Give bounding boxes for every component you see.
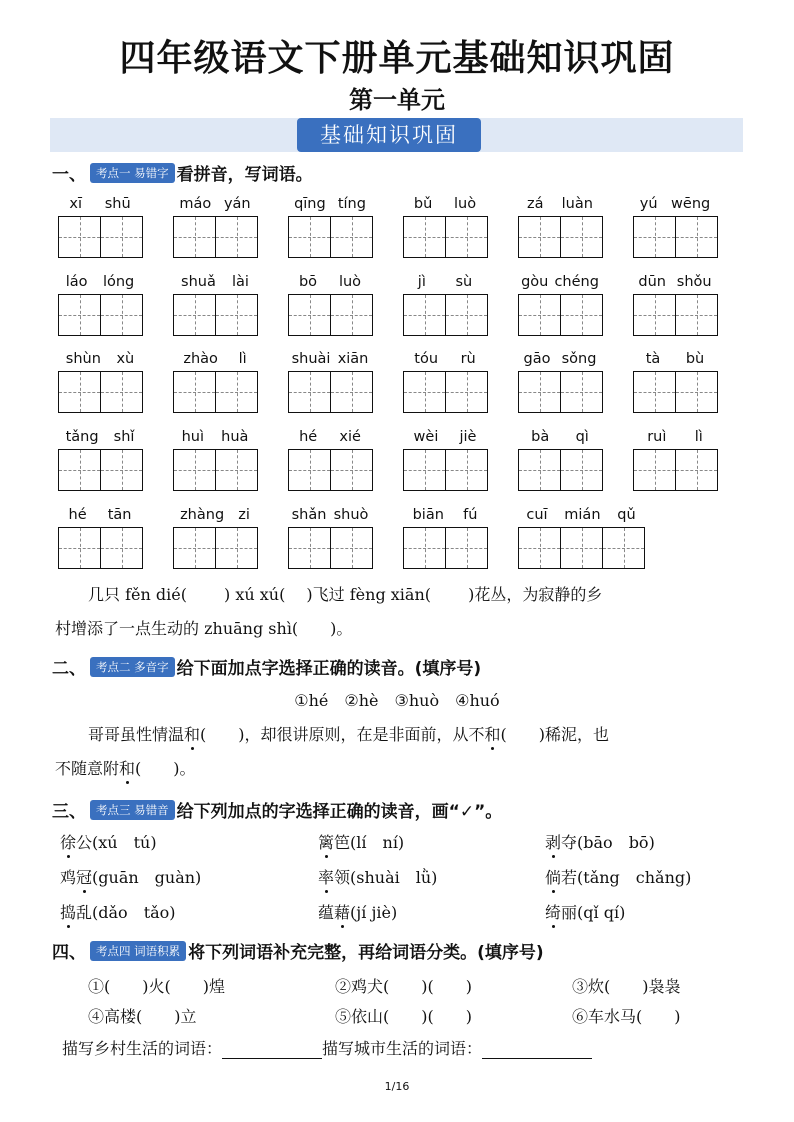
pinyin-syllable: gòu (521, 274, 549, 290)
dotted-char: 和 (484, 725, 501, 744)
pinyin-syllable: tān (107, 507, 132, 523)
writing-box[interactable] (560, 371, 603, 413)
pinyin-word (58, 274, 142, 344)
pinyin-syllable: cuī (526, 507, 548, 523)
pinyin-word (288, 274, 372, 344)
writing-box[interactable] (100, 449, 143, 491)
writing-box[interactable] (173, 294, 216, 336)
pinyin-syllable: xù (116, 351, 135, 367)
writing-box[interactable] (445, 449, 488, 491)
writing-boxes (633, 294, 717, 336)
topic-tag: 考点二 多音字 (90, 657, 175, 677)
word-char: 乱 (76, 903, 93, 922)
pinyin-syllable: láo (65, 274, 88, 290)
writing-box[interactable] (330, 449, 373, 491)
pinyin-syllable: tà (645, 351, 661, 367)
pinyin-syllable: chéng (554, 274, 599, 290)
pinyin-word (173, 196, 257, 266)
writing-box[interactable] (100, 216, 143, 258)
topic-tag: 考点一 易错字 (90, 163, 175, 183)
pronunciation-choice-item (60, 830, 157, 853)
pinyin-syllable: huà (221, 429, 249, 445)
writing-box[interactable] (330, 527, 373, 569)
pinyin-syllable: hé (68, 507, 87, 523)
pinyin-syllable: luò (454, 196, 477, 212)
rural-words-label: 描写乡村生活的词语： (62, 1039, 223, 1058)
writing-box[interactable] (445, 216, 488, 258)
pinyin-word (58, 429, 142, 499)
pinyin-word (633, 351, 717, 421)
pinyin-syllable: shǐ (113, 429, 135, 445)
pinyin-label (403, 429, 487, 449)
writing-boxes (403, 216, 487, 258)
writing-boxes (633, 449, 717, 491)
pinyin-syllable: qīng (294, 196, 326, 212)
pinyin-label (173, 196, 257, 216)
pinyin-label (288, 196, 372, 216)
pinyin-syllable: tóu (414, 351, 439, 367)
pinyin-word (633, 429, 717, 499)
writing-boxes (288, 371, 372, 413)
pinyin-options[interactable]: (lí ní) (350, 833, 405, 852)
question-4-heading (52, 938, 544, 963)
idiom-item: ①( )火( )煌 (88, 977, 225, 996)
question-text: 将下列词语补充完整，再给词语分类。(填序号) (188, 943, 544, 963)
pinyin-syllable: lài (231, 274, 249, 290)
pinyin-options[interactable]: (qǐ qí) (577, 903, 626, 922)
writing-boxes (173, 527, 257, 569)
writing-box[interactable] (518, 216, 561, 258)
pinyin-options[interactable]: (tǎng chǎng) (577, 868, 692, 887)
answer-blank[interactable] (222, 1058, 322, 1059)
pinyin-syllable: yán (223, 196, 251, 212)
pinyin-label (58, 196, 142, 216)
writing-box[interactable] (58, 449, 101, 491)
pinyin-label (403, 507, 487, 527)
pinyin-options[interactable]: (dǎo tǎo) (92, 903, 176, 922)
dotted-char: 和 (184, 725, 201, 744)
writing-box[interactable] (173, 449, 216, 491)
writing-box[interactable] (445, 294, 488, 336)
pinyin-word (518, 274, 602, 344)
writing-box[interactable] (288, 294, 331, 336)
writing-box[interactable] (58, 527, 101, 569)
writing-box[interactable] (173, 527, 216, 569)
answer-blank[interactable] (482, 1058, 592, 1059)
pronunciation-choice-item (545, 830, 655, 853)
word-char: 领 (334, 868, 351, 887)
pinyin-label (173, 274, 257, 294)
writing-boxes (288, 294, 372, 336)
page-title: 四年级语文下册单元基础知识巩固 (119, 38, 675, 79)
pinyin-syllable: shuài (291, 351, 331, 367)
writing-boxes (403, 371, 487, 413)
pinyin-label (288, 507, 372, 527)
writing-box[interactable] (445, 527, 488, 569)
writing-boxes (58, 371, 142, 413)
question-number: 一、 (52, 165, 86, 185)
writing-boxes (173, 449, 257, 491)
pinyin-syllable: hé (299, 429, 318, 445)
pinyin-syllable: bà (531, 429, 550, 445)
question-1-heading (52, 160, 313, 185)
pinyin-syllable: mián (564, 507, 601, 523)
writing-box[interactable] (100, 527, 143, 569)
writing-box[interactable] (403, 527, 446, 569)
pinyin-word (403, 274, 487, 344)
word-char: 公 (76, 833, 93, 852)
writing-box[interactable] (633, 449, 676, 491)
question-text: 看拼音，写词语。 (176, 165, 313, 185)
pinyin-label (58, 274, 142, 294)
writing-boxes (173, 294, 257, 336)
pinyin-word (518, 507, 644, 577)
q2-paragraph-line-2: 不随意附和( )。 (55, 759, 196, 778)
dotted-char: 剥 (545, 833, 562, 852)
q2-paragraph-line-1: 哥哥虽性情温和( )，却很讲原则，在是非面前，从不和( )稀泥，也 (88, 725, 610, 744)
dotted-char: 倘 (545, 868, 562, 887)
pinyin-label (403, 196, 487, 216)
topic-tag: 考点四 词语积累 (90, 941, 186, 961)
writing-box[interactable] (330, 294, 373, 336)
writing-boxes (173, 216, 257, 258)
writing-box[interactable] (330, 371, 373, 413)
q1-paragraph-line-1: 几只 fěn dié( ) xú xú( )飞过 fèng xiān( )花丛，为寂静的乡 (88, 585, 603, 604)
urban-words-label: 描写城市生活的词语： (322, 1039, 483, 1058)
pinyin-word (288, 507, 372, 577)
idiom-item: ④高楼( )立 (88, 1007, 197, 1026)
writing-box[interactable] (215, 294, 258, 336)
pinyin-syllable: yú (639, 196, 658, 212)
pronunciation-choice-item (318, 830, 404, 853)
pinyin-syllable: shǒu (676, 274, 712, 290)
writing-boxes (288, 449, 372, 491)
writing-box[interactable] (215, 371, 258, 413)
word-char: 蕴 (318, 903, 335, 922)
dotted-char: 绮 (545, 903, 562, 922)
pinyin-word (633, 274, 717, 344)
q2-paragraph (55, 718, 745, 786)
writing-box[interactable] (518, 294, 561, 336)
writing-boxes (58, 216, 142, 258)
writing-box[interactable] (58, 371, 101, 413)
pinyin-word (518, 351, 602, 421)
pinyin-syllable: zá (527, 196, 544, 212)
pinyin-label (58, 507, 142, 527)
pronunciation-choice-item (318, 865, 437, 888)
word-char: 笆 (334, 833, 351, 852)
writing-box[interactable] (100, 294, 143, 336)
pinyin-word (403, 196, 487, 266)
pinyin-syllable: zhàng (180, 507, 225, 523)
pronunciation-choice-item (318, 900, 397, 923)
dotted-char: 徐 (60, 833, 77, 852)
writing-box[interactable] (560, 449, 603, 491)
writing-box[interactable] (403, 449, 446, 491)
writing-box[interactable] (58, 216, 101, 258)
pinyin-syllable: sù (455, 274, 473, 290)
idiom-item: ②鸡犬( )( ) (335, 977, 472, 996)
pinyin-syllable: wēng (671, 196, 711, 212)
pinyin-syllable: tǎng (65, 429, 99, 445)
q1-paragraph (55, 578, 745, 646)
pinyin-syllable: qì (575, 429, 589, 445)
question-text: 给下面加点字选择正确的读音。(填序号) (176, 659, 482, 679)
pinyin-syllable: luàn (561, 196, 593, 212)
pinyin-word (58, 351, 142, 421)
pinyin-label (58, 429, 142, 449)
writing-boxes (58, 449, 142, 491)
pinyin-word (288, 429, 372, 499)
writing-box[interactable] (518, 527, 561, 569)
pinyin-syllable: bō (298, 274, 318, 290)
question-text: 给下列加点的字选择正确的读音，画“✓”。 (176, 802, 503, 822)
pinyin-syllable: lì (238, 351, 247, 367)
pronunciation-choice-item (545, 900, 625, 923)
pronunciation-choice-item (60, 900, 176, 923)
pinyin-syllable: jì (417, 274, 426, 290)
pinyin-syllable: shuǎ (181, 274, 216, 290)
pinyin-syllable: shǎn (291, 507, 327, 523)
rural-words-answer-line (62, 1036, 592, 1059)
pinyin-label (288, 351, 372, 371)
pinyin-syllable: dūn (638, 274, 666, 290)
writing-boxes (633, 371, 717, 413)
question-number: 四、 (52, 943, 86, 963)
writing-box[interactable] (215, 216, 258, 258)
pinyin-label (518, 507, 644, 527)
pinyin-word (633, 196, 717, 266)
writing-boxes (403, 294, 487, 336)
writing-boxes (633, 216, 717, 258)
writing-box[interactable] (675, 449, 718, 491)
pinyin-syllable: qǔ (617, 507, 636, 523)
writing-box[interactable] (403, 371, 446, 413)
pinyin-word (403, 507, 487, 577)
question-3-heading (52, 797, 502, 822)
pinyin-options[interactable]: (shuài lǜ) (350, 868, 438, 887)
writing-box[interactable] (330, 216, 373, 258)
pinyin-syllable: shuò (333, 507, 369, 523)
pinyin-word (173, 274, 257, 344)
pinyin-label (518, 351, 602, 371)
pronunciation-choice-item (60, 865, 201, 888)
pinyin-syllable: tíng (337, 196, 366, 212)
writing-box[interactable] (58, 294, 101, 336)
idiom-item: ⑤依山( )( ) (335, 1007, 472, 1026)
pinyin-word (58, 196, 142, 266)
writing-boxes (403, 527, 487, 569)
pinyin-label (173, 429, 257, 449)
pinyin-syllable: gāo (523, 351, 551, 367)
pinyin-syllable: zhào (183, 351, 218, 367)
pinyin-word (288, 351, 372, 421)
word-char: 丽 (561, 903, 578, 922)
pinyin-syllable: ruì (647, 429, 667, 445)
pinyin-label (633, 274, 717, 294)
dotted-char: 捣 (60, 903, 77, 922)
pinyin-options[interactable]: (xú tú) (92, 833, 157, 852)
dotted-char: 篱 (318, 833, 335, 852)
pinyin-syllable: rù (460, 351, 476, 367)
pinyin-label (288, 274, 372, 294)
pinyin-options[interactable]: (guān guàn) (92, 868, 202, 887)
writing-boxes (518, 527, 644, 569)
pinyin-syllable: xié (339, 429, 361, 445)
pronunciation-choice-item (545, 865, 691, 888)
question-number: 二、 (52, 659, 86, 679)
writing-box[interactable] (675, 294, 718, 336)
writing-box[interactable] (215, 527, 258, 569)
pinyin-label (518, 196, 602, 216)
word-char: 若 (561, 868, 578, 887)
writing-box[interactable] (288, 449, 331, 491)
pinyin-word (403, 351, 487, 421)
dotted-char: 藉 (334, 903, 351, 922)
writing-box[interactable] (675, 216, 718, 258)
q1-paragraph-line-2: 村增添了一点生动的 zhuāng shì( )。 (55, 619, 353, 638)
topic-tag: 考点三 易错音 (90, 800, 175, 820)
word-char: 夺 (561, 833, 578, 852)
pinyin-syllable: sǒng (561, 351, 597, 367)
pinyin-word (173, 429, 257, 499)
dotted-char: 冠 (76, 868, 93, 887)
writing-boxes (58, 527, 142, 569)
pinyin-label (173, 507, 257, 527)
pinyin-syllable: bǔ (413, 196, 433, 212)
writing-boxes (518, 216, 602, 258)
writing-boxes (288, 216, 372, 258)
pinyin-word (173, 351, 257, 421)
word-char: 鸡 (60, 868, 77, 887)
pinyin-syllable: xiān (337, 351, 369, 367)
pinyin-syllable: zi (238, 507, 250, 523)
writing-boxes (518, 294, 602, 336)
writing-box[interactable] (173, 371, 216, 413)
pinyin-options[interactable]: (bāo bō) (577, 833, 655, 852)
writing-box[interactable] (403, 216, 446, 258)
unit-subtitle: 第一单元 (349, 86, 445, 114)
pinyin-word (173, 507, 257, 577)
question-2-heading (52, 654, 481, 679)
pinyin-label (403, 351, 487, 371)
writing-boxes (58, 294, 142, 336)
writing-boxes (403, 449, 487, 491)
dotted-char: 率 (318, 868, 335, 887)
dotted-char: 和 (119, 759, 136, 778)
pinyin-label (173, 351, 257, 371)
writing-box[interactable] (403, 294, 446, 336)
writing-box[interactable] (173, 216, 216, 258)
writing-box[interactable] (560, 527, 603, 569)
pinyin-syllable: jiè (459, 429, 477, 445)
pinyin-syllable: luò (338, 274, 362, 290)
pinyin-syllable: shū (104, 196, 131, 212)
writing-box[interactable] (602, 527, 645, 569)
pinyin-syllable: lì (694, 429, 703, 445)
writing-box[interactable] (288, 216, 331, 258)
idiom-item: ③炊( )袅袅 (572, 977, 681, 996)
pinyin-label (58, 351, 142, 371)
pinyin-syllable: xī (69, 196, 82, 212)
pinyin-label (633, 351, 717, 371)
writing-boxes (518, 371, 602, 413)
page-number: 1/16 (384, 1080, 410, 1093)
question-number: 三、 (52, 802, 86, 822)
writing-box[interactable] (560, 216, 603, 258)
pinyin-syllable: biān (412, 507, 444, 523)
writing-boxes (173, 371, 257, 413)
idiom-item: ⑥车水马( ) (572, 1007, 681, 1026)
pinyin-syllable: fú (463, 507, 478, 523)
pinyin-syllable: lóng (102, 274, 135, 290)
pinyin-syllable: máo (179, 196, 212, 212)
pinyin-word (58, 507, 142, 577)
pinyin-syllable: shùn (65, 351, 101, 367)
pinyin-word (518, 196, 602, 266)
writing-box[interactable] (445, 371, 488, 413)
pronunciation-options: ①hé ②hè ③huò ④huó (294, 691, 500, 710)
pinyin-syllable: bù (685, 351, 705, 367)
pinyin-syllable: wèi (413, 429, 439, 445)
writing-boxes (288, 527, 372, 569)
pinyin-syllable: huì (181, 429, 204, 445)
pinyin-options[interactable]: (jí jiè) (350, 903, 398, 922)
writing-box[interactable] (518, 371, 561, 413)
pinyin-word (288, 196, 372, 266)
writing-box[interactable] (633, 294, 676, 336)
pinyin-label (518, 274, 602, 294)
writing-box[interactable] (100, 371, 143, 413)
pinyin-word (518, 429, 602, 499)
section-banner-label: 基础知识巩固 (297, 118, 481, 152)
writing-box[interactable] (675, 371, 718, 413)
pinyin-label (403, 274, 487, 294)
writing-box[interactable] (633, 371, 676, 413)
writing-box[interactable] (633, 216, 676, 258)
writing-box[interactable] (518, 449, 561, 491)
writing-box[interactable] (215, 449, 258, 491)
writing-boxes (518, 449, 602, 491)
pinyin-label (633, 196, 717, 216)
writing-box[interactable] (560, 294, 603, 336)
pinyin-label (633, 429, 717, 449)
pinyin-word (403, 429, 487, 499)
writing-box[interactable] (288, 527, 331, 569)
pinyin-label (518, 429, 602, 449)
pinyin-label (288, 429, 372, 449)
writing-box[interactable] (288, 371, 331, 413)
